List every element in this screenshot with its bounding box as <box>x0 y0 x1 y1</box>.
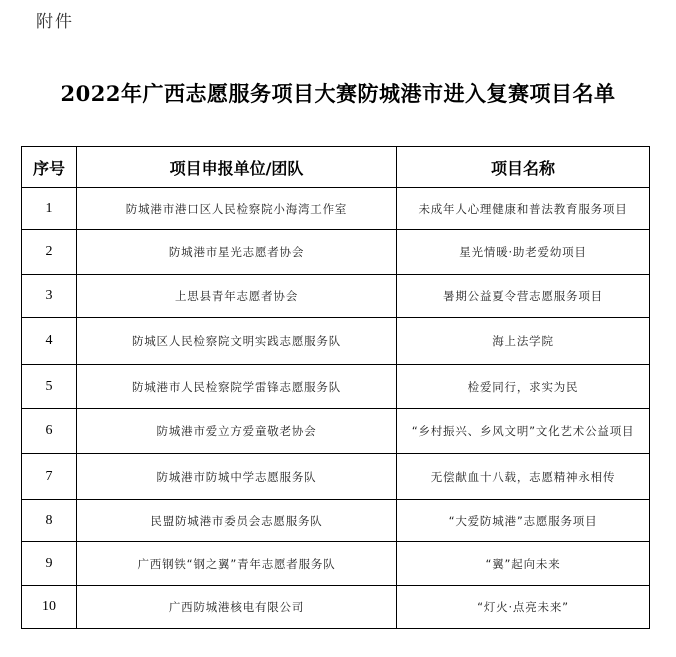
applicant-unit: 广西防城港核电有限公司 <box>77 586 397 629</box>
applicant-unit: 防城港市星光志愿者协会 <box>77 230 397 275</box>
applicant-unit: 防城港市爱立方爱童敬老协会 <box>77 409 397 454</box>
table-row <box>22 542 650 586</box>
project-name: 暑期公益夏令营志愿服务项目 <box>397 275 650 318</box>
serial-number: 9 <box>22 542 77 586</box>
header-serial-number: 序号 <box>22 147 77 188</box>
project-name: “乡村振兴、乡风文明”文化艺术公益项目 <box>397 409 650 454</box>
table-row <box>22 500 650 542</box>
project-name: 未成年人心理健康和普法教育服务项目 <box>397 188 650 230</box>
attachment-label: 附件 <box>36 12 74 32</box>
applicant-unit: 广西钢铁“钢之翼”青年志愿者服务队 <box>77 542 397 586</box>
applicant-unit: 防城区人民检察院文明实践志愿服务队 <box>77 318 397 365</box>
project-name: “灯火·点亮未来” <box>397 586 650 629</box>
project-name: 无偿献血十八载，志愿精神永相传 <box>397 454 650 500</box>
table-row <box>22 275 650 318</box>
applicant-unit: 上思县青年志愿者协会 <box>77 275 397 318</box>
table-row <box>22 230 650 275</box>
applicant-unit: 防城港市港口区人民检察院小海湾工作室 <box>77 188 397 230</box>
applicant-unit: 防城港市人民检察院学雷锋志愿服务队 <box>77 365 397 409</box>
table-row <box>22 188 650 230</box>
serial-number: 5 <box>22 365 77 409</box>
table-row <box>22 365 650 409</box>
table-header-row <box>22 147 650 188</box>
serial-number: 7 <box>22 454 77 500</box>
serial-number: 2 <box>22 230 77 275</box>
serial-number: 8 <box>22 500 77 542</box>
project-list-table <box>21 146 650 629</box>
project-name: 海上法学院 <box>397 318 650 365</box>
serial-number: 4 <box>22 318 77 365</box>
applicant-unit: 防城港市防城中学志愿服务队 <box>77 454 397 500</box>
project-name: “大爱防城港”志愿服务项目 <box>397 500 650 542</box>
document-title: 2022年广西志愿服务项目大赛防城港市进入复赛项目名单 <box>60 81 616 106</box>
table-row <box>22 454 650 500</box>
serial-number: 6 <box>22 409 77 454</box>
serial-number: 1 <box>22 188 77 230</box>
table-row <box>22 586 650 629</box>
table-row <box>22 318 650 365</box>
serial-number: 3 <box>22 275 77 318</box>
table-row <box>22 409 650 454</box>
header-applicant-unit: 项目申报单位/团队 <box>77 147 397 188</box>
applicant-unit: 民盟防城港市委员会志愿服务队 <box>77 500 397 542</box>
project-name: “翼”起向未来 <box>397 542 650 586</box>
serial-number: 10 <box>22 586 77 629</box>
header-project-name: 项目名称 <box>397 147 650 188</box>
project-name: 星光情暖·助老爱幼项目 <box>397 230 650 275</box>
project-name: 检爱同行，求实为民 <box>397 365 650 409</box>
